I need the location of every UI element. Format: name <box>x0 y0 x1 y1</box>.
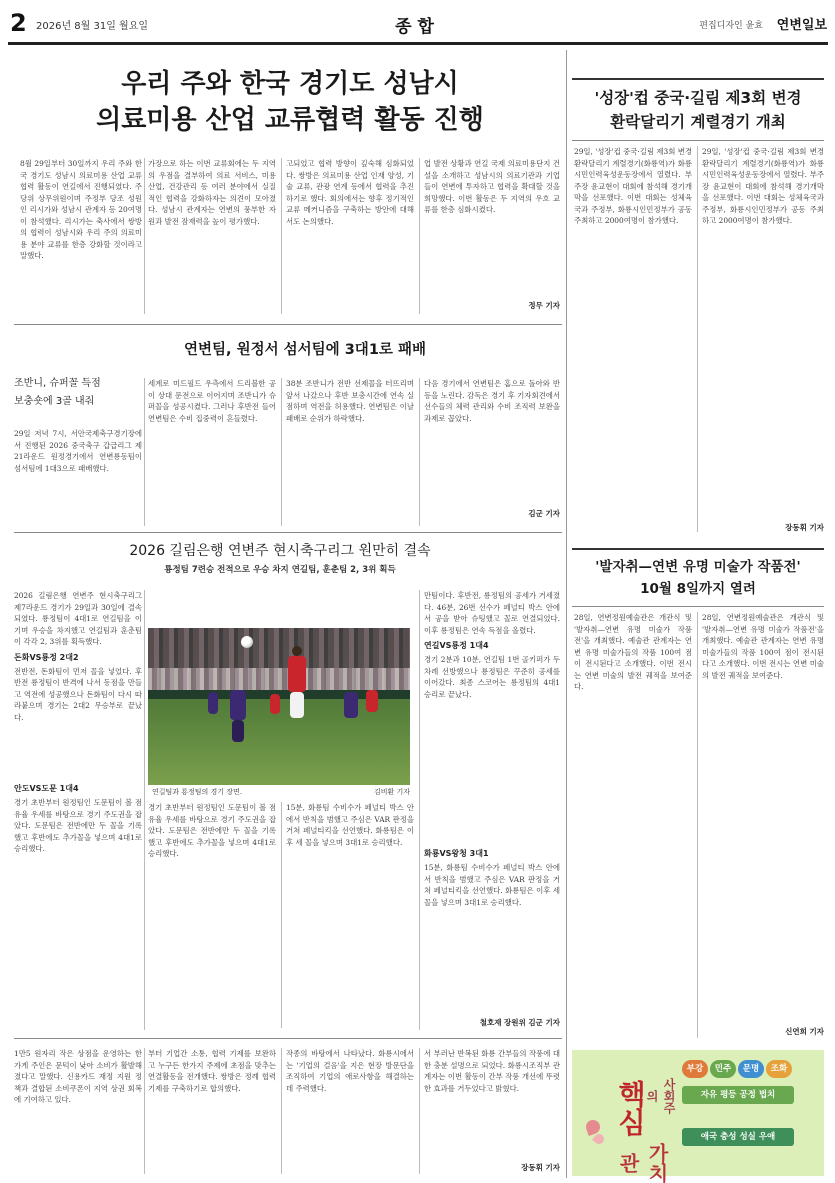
newspaper-brand: 연변일보 <box>776 18 827 33</box>
story3-column-4-tail: 15분, 화룡팀 수비수가 페널티 박스 안에서 반칙을 범했고 주심은 VAR 판정을 거쳐 페널티킥을 선언했다. 화룡팀은 이후 세 꼴을 넣으며 3대1로 승리했다. <box>424 863 560 907</box>
rbox2-byline: 신연희 기자 <box>785 1027 824 1036</box>
story2-headline[interactable]: 연변팀, 원정서 섬서팀에 3대1로 패배 <box>184 342 426 358</box>
column-divider <box>419 590 420 1030</box>
story3-column-1-lead: 2026 길림은행 연변주 현시축구리그 제7라운드 경기가 29일과 30일에 결속되였다. 룡정팀이 4대1로 연길팀을 이기며 우승을 차지했고 연길팀과 훈춘팀이 각각 2, 3위를 획득했다. <box>14 591 142 646</box>
rbox1-rule <box>572 140 824 141</box>
story3-column-2: 경기 초반부터 원정팀인 도문팀이 볼 점유율 우세를 바탕으로 경기 주도권을 잡았다. 도문팀은 전반에만 두 꼴을 기록했고 후반에도 추가꼴을 넣으며 4대1로 승리했다. <box>148 803 276 858</box>
story2-column-2: 세계로 미드필드 우측에서 드리블한 공이 상대 문전으로 이어지며 조반니가 슈퍼꼴을 성공시켰다. 그러나 후반전 들어 연변팀은 수비 집중력이 흔들렸다. <box>148 379 276 423</box>
soccer-match-photo[interactable] <box>148 628 410 785</box>
masthead <box>6 8 829 42</box>
socialist-values-ad[interactable] <box>572 1050 824 1183</box>
section-divider <box>14 324 562 325</box>
ad-title-bottom: 가치관 <box>616 1143 669 1183</box>
rbox1-top-rule <box>572 78 824 80</box>
story2-subheadline <box>14 375 124 411</box>
ad-values-row-3: 애국 충성 성실 우애 <box>682 1128 794 1146</box>
story2-byline: 김군 기자 <box>528 509 560 518</box>
column-divider <box>419 378 420 526</box>
story3-subhead-4: 화룡VS왕청 3대1 <box>424 849 489 858</box>
column-divider <box>281 1048 282 1174</box>
story3-subhead-3: 연길VS룡정 1대4 <box>424 641 489 650</box>
ad-pill: 조화 <box>766 1060 792 1078</box>
rbox1-headline[interactable] <box>572 86 824 134</box>
column-divider <box>419 158 420 314</box>
rbox2-headline-line1: '발자취—연변 유명 미술가 작품전' <box>595 559 801 575</box>
player-red <box>288 656 306 692</box>
story3-column-3-lower: 15분, 화룡팀 수비수가 페널티 박스 안에서 반칙을 범했고 주심은 VAR 판정을 거쳐 페널티킥을 선언했다. 화룡팀은 이후 세 꼴을 넣으며 3대1로 승리했다. <box>286 803 414 847</box>
rbox2-headline[interactable] <box>572 556 824 600</box>
masthead-rule <box>8 42 828 45</box>
page-number: 2 <box>10 9 27 37</box>
story3-column-4-body: 경기 2분과 10분, 연길팀 1번 골키퍼가 두 차례 선방했으나 룡정팀은 꾸준히 공세를 이어갔다. 최종 스코어는 룡정팀의 4대1 승리로 끝났다. <box>424 655 560 699</box>
rbox1-headline-line2: 환락달리기 계렬경기 개최 <box>610 113 786 131</box>
story2-subheadline-line1: 조반니, 슈퍼꼴 득점 <box>14 378 101 389</box>
story1-headline[interactable] <box>20 66 560 138</box>
rbox1-column-2-text: 29일, '성장'컵 중국·길림 제3회 변경 환락달리기 계렬경기(화룡역)가 화룡시민인력육성운동장에서 열렸다. 부주장 윤교현이 대회에 참석해 경기개막을 선포했다. 이번 대회는 성체육국과 주정부, 화룡시인민정부가 공동 주최하고 2000여명이 참가했다. <box>702 147 824 225</box>
rbox2-headline-line2: 10월 8일까지 열려 <box>640 581 756 597</box>
story1-column-2: 가장으로 하는 이번 교류회에는 두 지역의 우점을 결부하여 의료 서비스, 미용산업, 건강관리 등 여러 분야에서 실질적인 협력을 강화하자는 의견이 모아졌다. 성남시 관계자는 연변의 풍부한 자원과 발전 잠재력을 높이 평가했다. <box>148 159 276 226</box>
rbox1-byline: 장동휘 기자 <box>785 523 824 532</box>
story3-subhead-1: 돈화VS룡정 2대2 <box>14 652 79 662</box>
story1-headline-line2: 의료미용 산업 교류협력 활동 진행 <box>96 105 484 135</box>
ad-pill: 문명 <box>738 1060 764 1078</box>
story3-column-1-tail: 경기 초반부터 원정팀인 도문팀이 볼 점유율 우세를 바탕으로 경기 주도권을 잡았다. 도문팀은 전반에만 두 꼴을 기록했고 후반에도 추가꼴을 넣으며 4대1로 승리했다. <box>14 798 142 853</box>
column-divider <box>697 612 698 1038</box>
story1-column-4-text: 업 발전 상황과 연길 국제 의료미용단지 건설을 소개하고 성남시의 의료기관과 기업들이 연변에 투자하고 협력을 확대할 것을 희망했다. 이번 활동은 두 지역의 우호 교류를 한층 심화시켰다. <box>424 159 560 214</box>
column-divider <box>281 802 282 1028</box>
column-divider <box>144 158 145 314</box>
ad-pill: 부강 <box>682 1060 708 1078</box>
column-divider <box>281 158 282 314</box>
column-divider <box>697 146 698 532</box>
story3-subhead-2: 안도VS도문 1대4 <box>14 784 79 793</box>
ad-title-big: 핵심 <box>614 1080 647 1136</box>
ad-values-row-2: 자유 평등 공정 법치 <box>682 1086 794 1104</box>
story2-column-3: 38분 조반니가 전반 선제꼴을 터뜨리며 앞서 나갔으나 후반 보충시간에 연속 실점하며 역전을 허용했다. 연변팀은 이날 패배로 순위가 하락했다. <box>286 379 414 423</box>
story4-column-4-text: 서 부러난 반복된 화룡 간부들의 작풍에 대한 충분 설명으로 되었다. 화룡시조직부 관계자는 이번 활동이 간부 작풍 개선에 뚜렷한 효과를 거두었다고 밝혔다. <box>424 1049 560 1093</box>
rbox2-rule <box>572 606 824 607</box>
rbox1-column-2 <box>702 146 824 536</box>
story1-headline-line1: 우리 주와 한국 경기도 성남시 <box>121 69 459 99</box>
story3-column-4 <box>424 590 560 1030</box>
story4-byline: 장동휘 기자 <box>521 1163 560 1172</box>
story3-headline[interactable]: 2026 길림은행 연변주 현시축구리그 원만히 결속 <box>129 543 431 559</box>
story1-column-3: 고되었고 협력 방향이 깊숙해 심화되었다. 쌍방은 의료미용 산업 인재 양성, 기술 교류, 관광 연계 등에서 협력을 추진하기로 했다. 회의에서는 향후 정기적인 교류 메커니즘을 구축하는 방안에 대해서도 논의했다. <box>286 159 414 226</box>
section-divider <box>14 532 562 533</box>
story1-column-1: 8월 29일부터 30일까지 우리 주와 한국 경기도 성남시 의료미용 산업 교류협력 활동이 연길에서 진행되였다. 주당위 상무위원이며 주정부 당조 성원인 리시가와 성남시 관계자 등 20여명이 참석했다. 리시가는 축사에서 쌍방의 협력이 성남시와 우리 주의 의료미용 분야 교류를 한층 강화할 것이라고 말했다. <box>20 159 142 260</box>
column-divider <box>144 590 145 1030</box>
section-divider <box>14 1038 562 1039</box>
story2-column-1: 29일 저녁 7시, 서안국제축구경기장에서 진행된 2026 중국축구 갑급리그 제21라운드 원정경기에서 연변룡동팀이 섬서팀에 1대3으로 패배했다. <box>14 429 142 473</box>
rbox1-headline-line1: '성장'컵 중국·길림 제3회 변경 <box>594 89 802 107</box>
soccer-ball <box>241 636 253 648</box>
rbox2-top-rule <box>572 548 824 550</box>
rbox2-column-1: 28일, 연변정원예술관은 개관식 및 '발자취—연변 유명 미술가 작품전'을 개최했다. 예술관 관계자는 연변 유명 미술가들의 작품 100여 점이 전시된다고 소개했다. 이번 전시는 연변 미술의 발전 궤적을 보여준다. <box>574 613 692 691</box>
photo-credit: 김비환 기자 <box>373 788 410 796</box>
rbox1-column-1: 29일, '성장'컵 중국·길림 제3회 변경 환락달리기 계렬경기(화룡역)가 화룡시민인력육성운동장에서 열렸다. 부주장 윤교현이 대회에 참석해 경기개막을 선포했다. 이번 대회는 성체육국과 주정부, 화룡시인민정부가 공동 주최하고 2000여명이 참가했다. <box>574 147 692 225</box>
photo-caption-text: 연길팀과 룡정팀의 경기 장면. <box>152 788 243 796</box>
column-divider <box>144 1048 145 1174</box>
story3-subheadline: 룡정팀 7련승 전적으로 우승 차지 연길팀, 훈춘팀 2, 3위 획득 <box>164 565 396 575</box>
section-title: 종합 <box>395 17 440 37</box>
rbox2-column-2-text: 28일, 연변정원예술관은 개관식 및 '발자취—연변 유명 미술가 작품전'을 개최했다. 예술관 관계자는 연변 유명 미술가들의 작품 100여 점이 전시된다고 소개했다. 이번 전시는 연변 미술의 발전 궤적을 보여준다. <box>702 613 824 680</box>
player-purple <box>230 690 246 720</box>
column-divider <box>144 378 145 526</box>
column-divider <box>419 1048 420 1174</box>
story3-column-1-body: 전반전, 돈화팀이 먼저 꼴을 넣었다. 후반전 룡정팀이 반격에 나서 동점을 만들고 역전에 성공했으나 돈화팀이 다시 따라붙으며 경기는 2대2 무승부로 끝났다. <box>14 666 142 722</box>
story2-column-4 <box>424 378 560 528</box>
right-column-divider <box>566 50 567 1178</box>
ad-title-top: 사회주의 <box>645 1078 676 1114</box>
story2-subheadline-line2: 보충숏에 3골 내줘 <box>14 396 95 407</box>
story3-byline: 철호재 장원위 김군 기자 <box>479 1018 560 1027</box>
column-divider <box>281 378 282 526</box>
story4-column-4 <box>424 1048 560 1176</box>
editor-credit: 편집디자인 윤효 <box>699 21 763 31</box>
rbox2-column-2 <box>702 612 824 1042</box>
story2-column-4-text: 다음 경기에서 연변팀은 홈으로 돌아와 반등을 노린다. 감독은 경기 후 기자회견에서 선수들의 체력 관리와 수비 조직력 보완을 과제로 꼽았다. <box>424 379 560 423</box>
story4-column-1: 1만5 원자리 작은 상점을 운영하는 한 가게 주인은 문턱이 낮아 소비가 활발해졌다고 말했다. 신용카드 재정 지원 정책과 결합된 소비쿠폰이 지역 상권 회복에 기여하고 있다. <box>14 1049 142 1104</box>
story1-column-4 <box>424 158 560 318</box>
story4-column-2: 부터 기업간 소통, 협력 기제를 보완하고 누구든 한가지 주제에 초점을 맞추는 연결활동을 전개했다. 쌍방은 정례 협력 기제를 구축하기로 합의했다. <box>148 1049 276 1093</box>
ad-pill: 민주 <box>710 1060 736 1078</box>
story3-column-1 <box>14 590 142 1030</box>
story1-byline: 정무 기자 <box>528 301 560 310</box>
story3-column-4-lead: 만팀이다. 후반전, 룡정팀의 공세가 거세졌다. 46분, 26번 선수가 페널티 박스 안에서 공을 받아 슈팅했고 꼴로 연결되었다. 이후 룡정팀은 연속 득점을 올렸다. <box>424 591 560 635</box>
story4-column-3: 작종의 바탕에서 나타났다. 화룡시에서는 '기업의 걸음'을 지은 현장 방문단을 조직하여 기업의 애로사항을 해결하는 데 주력했다. <box>286 1049 414 1093</box>
page-date: 2026년 8월 31일 월요일 <box>36 21 149 32</box>
